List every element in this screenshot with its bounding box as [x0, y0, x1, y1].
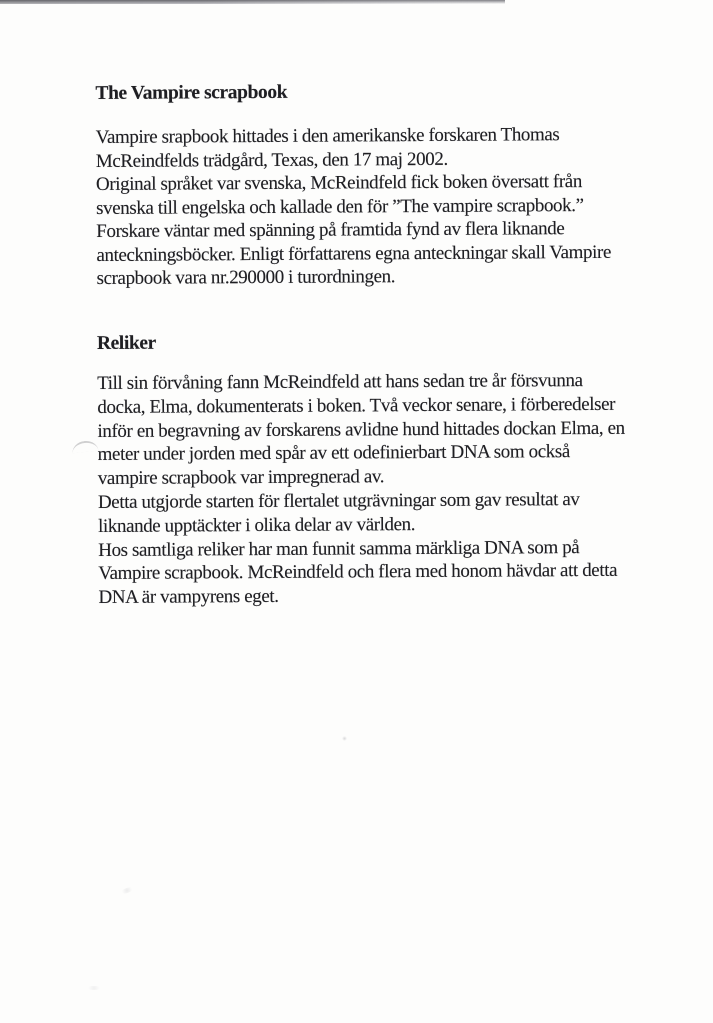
- document-text-block: [95, 0, 701, 1023]
- paragraph-reliker: [97, 369, 626, 610]
- scan-speck: [342, 736, 347, 741]
- section-heading-reliker: Reliker: [96, 332, 156, 354]
- paragraph-line: Till sin förvåning fann McReindfeld att hans sedan tre år försvunna: [97, 370, 583, 394]
- paragraph-provenance: [96, 123, 612, 291]
- paragraph-line: scrapbook vara nr.290000 i turordningen.: [96, 266, 396, 290]
- paragraph-line: Forskare väntar med spänning på framtida fynd av flera liknande: [96, 218, 565, 243]
- paragraph-line: svenska till engelska och kallade den för ”The vampire scrapbook.”: [96, 194, 584, 219]
- paragraph-line: liknande upptäckter i olika delar av världen.: [98, 513, 416, 537]
- paragraph-line: Vampire scrapbook. McReindfeld och flera med honom hävdar att detta: [98, 560, 618, 585]
- paragraph-line: anteckningsböcker. Enligt författarens egna anteckningar skall Vampire: [96, 241, 612, 266]
- scan-speck: [86, 986, 102, 990]
- paragraph-line: DNA är vampyrens eget.: [98, 586, 279, 609]
- paragraph-line: vampire scrapbook var impregnerad av.: [97, 466, 385, 490]
- paragraph-line: inför en begravning av forskarens avlidne hund hittades dockan Elma, en: [97, 417, 625, 442]
- paragraph-line: Detta utgjorde starten för flertalet utgrävningar som gav resultat av: [97, 489, 580, 513]
- document-title: The Vampire scrapbook: [95, 81, 288, 105]
- scan-artifact-margin-mark: [71, 440, 98, 454]
- paragraph-line: Hos samtliga reliker har man funnit samma märkliga DNA som på: [98, 536, 580, 561]
- paragraph-line: Vampire srapbook hittades i den amerikanske forskaren Thomas: [95, 124, 560, 149]
- paragraph-line: McReindfelds trädgård, Texas, den 17 maj 2002.: [95, 148, 448, 172]
- paragraph-line: meter under jorden med spår av ett odefinierbart DNA som också: [97, 441, 570, 466]
- paragraph-line: docka, Elma, dokumenterats i boken. Två veckor senare, i förberedelser: [97, 393, 616, 418]
- paragraph-line: Original språket var svenska, McReindfeld fick boken översatt från: [95, 171, 582, 196]
